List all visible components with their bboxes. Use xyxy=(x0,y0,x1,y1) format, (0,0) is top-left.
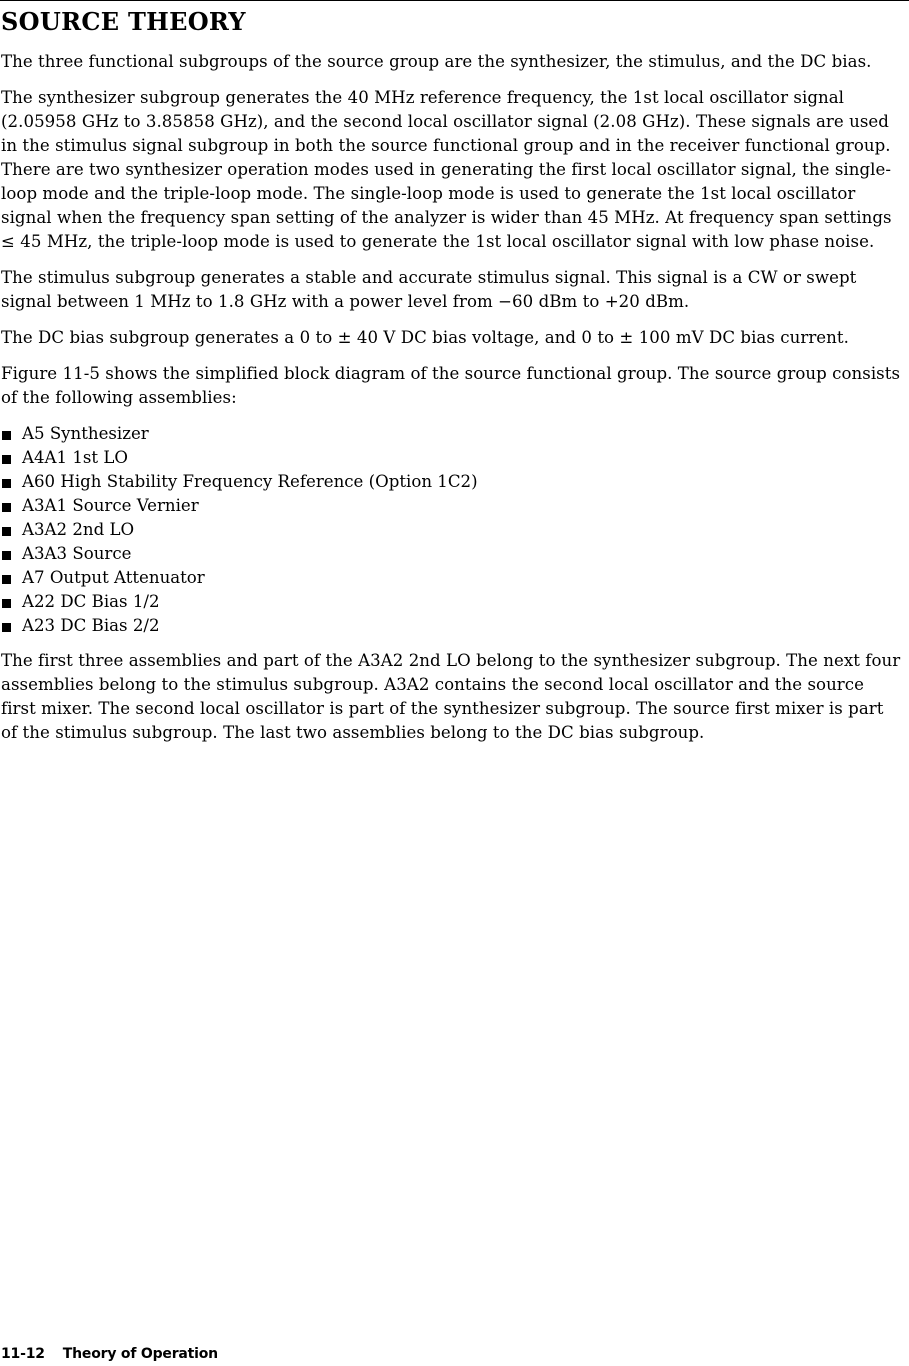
page-content xyxy=(1,5,901,757)
page-footer xyxy=(1,1346,218,1362)
square-bullet-icon xyxy=(2,623,11,632)
assembly-label: A4A1 1st LO xyxy=(22,448,128,467)
list-item xyxy=(1,542,901,566)
list-item xyxy=(1,422,901,446)
square-bullet-icon xyxy=(2,575,11,584)
assembly-label: A3A3 Source xyxy=(22,544,132,563)
list-item xyxy=(1,470,901,494)
assembly-label: A5 Synthesizer xyxy=(22,424,149,443)
assembly-list xyxy=(1,422,901,638)
chapter-title: Theory of Operation xyxy=(62,1346,218,1362)
square-bullet-icon xyxy=(2,455,11,464)
list-item xyxy=(1,518,901,542)
page-number: 11-12 xyxy=(1,1346,45,1362)
assembly-label: A3A2 2nd LO xyxy=(22,520,135,539)
square-bullet-icon xyxy=(2,527,11,536)
assembly-label: A60 High Stability Frequency Reference (Option 1C2) xyxy=(22,472,478,491)
assembly-label: A7 Output Attenuator xyxy=(22,568,205,587)
paragraph-synthesizer: The synthesizer subgroup generates the 40 MHz reference frequency, the 1st local oscillator signal (2.05958 GHz to 3.85858 GHz), and the second local oscillator signal (2.08 GHz). These signals are used in the stimulus signal subgroup in both the source functional group and in the receiver functional group. There are two synthesizer operation modes used in generating the first local oscillator signal, the single-loop mode and the triple-loop mode. The single-loop mode is used to generate the 1st local oscillator signal when the frequency span setting of the analyzer is wider than 45 MHz. At frequency span settings ≤ 45 MHz, the triple-loop mode is used to generate the 1st local oscillator signal with low phase noise. xyxy=(1,88,892,251)
list-item xyxy=(1,614,901,638)
paragraph-figure-reference: Figure 11-5 shows the simplified block diagram of the source functional group. The source group consists of the following assemblies: xyxy=(1,364,901,407)
square-bullet-icon xyxy=(2,599,11,608)
assembly-label: A3A1 Source Vernier xyxy=(22,496,199,515)
square-bullet-icon xyxy=(2,431,11,440)
list-item xyxy=(1,590,901,614)
list-item xyxy=(1,494,901,518)
top-rule xyxy=(0,0,909,1)
paragraph-assembly-grouping: The first three assemblies and part of the A3A2 2nd LO belong to the synthesizer subgroup. The next four assemblies belong to the stimulus subgroup. A3A2 contains the second local oscillator and the source first mixer. The second local oscillator is part of the synthesizer subgroup. The source first mixer is part of the stimulus subgroup. The last two assemblies belong to the DC bias subgroup. xyxy=(1,651,901,742)
assembly-label: A22 DC Bias 1/2 xyxy=(22,592,160,611)
paragraph-stimulus: The stimulus subgroup generates a stable and accurate stimulus signal. This signal is a CW or swept signal between 1 MHz to 1.8 GHz with a power level from −60 dBm to +20 dBm. xyxy=(1,268,857,311)
list-item xyxy=(1,566,901,590)
list-item xyxy=(1,446,901,470)
paragraph-subgroups-intro: The three functional subgroups of the source group are the synthesizer, the stimulus, and the DC bias. xyxy=(1,52,872,71)
square-bullet-icon xyxy=(2,503,11,512)
section-title: SOURCE THEORY xyxy=(1,7,246,36)
square-bullet-icon xyxy=(2,479,11,488)
assembly-label: A23 DC Bias 2/2 xyxy=(22,616,160,635)
square-bullet-icon xyxy=(2,551,11,560)
paragraph-dc-bias: The DC bias subgroup generates a 0 to ± 40 V DC bias voltage, and 0 to ± 100 mV DC bias current. xyxy=(1,328,849,347)
